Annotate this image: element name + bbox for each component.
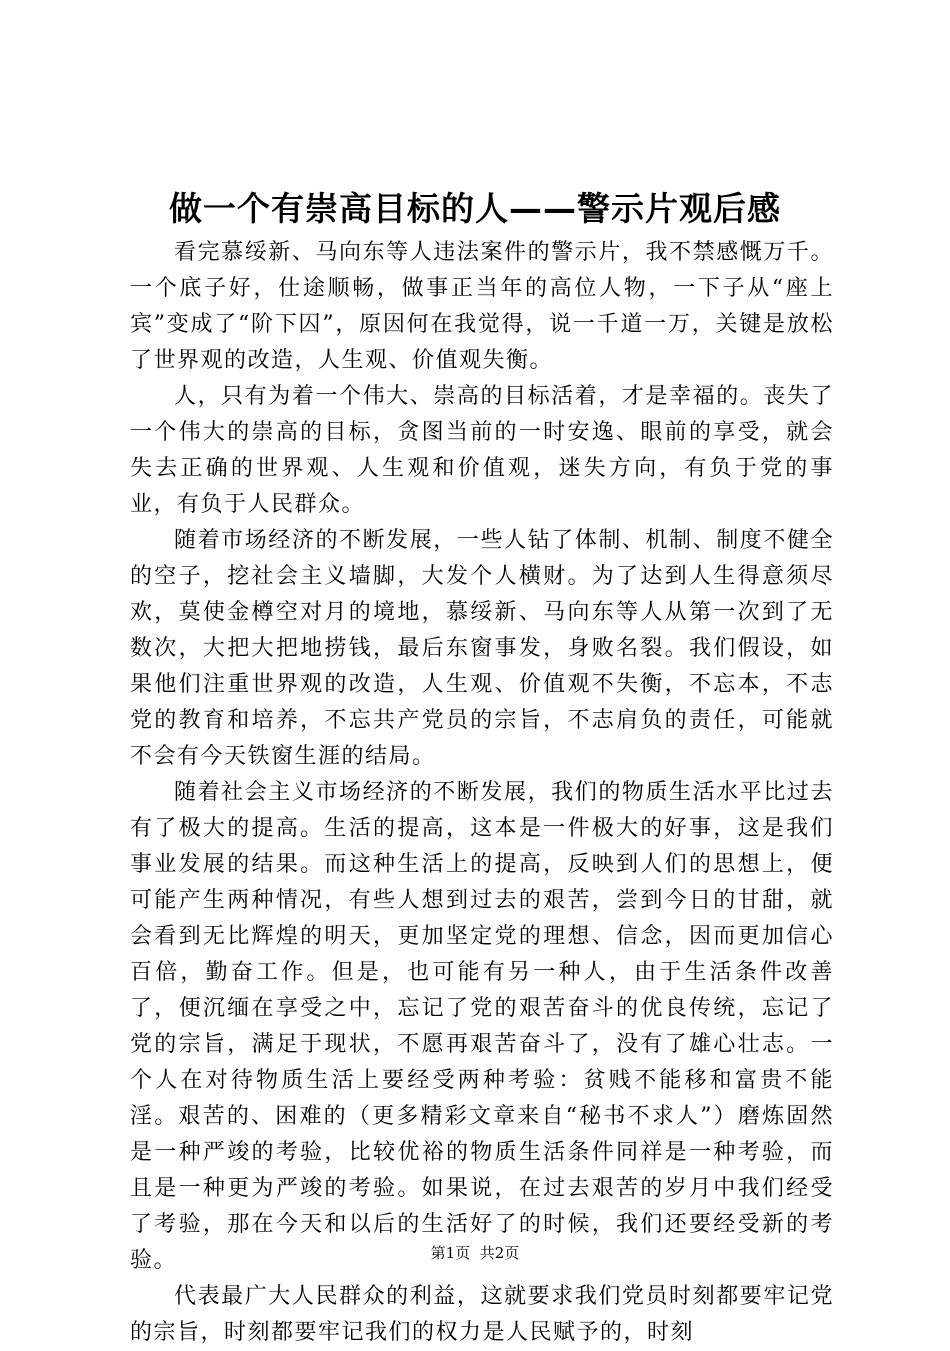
paragraph: 看完慕绥新、马向东等人违法案件的警示片，我不禁感慨万千。一个底子好，仕途顺畅，做事正当年的高位人物，一下子从“座上宾”变成了“阶下囚”，原因何在我觉得，说一千道一万，关键是放松了世界观的改造，人生观、价值观失衡。 (130, 240, 834, 373)
document-title: 做一个有崇高目标的人——警示片观后感 (169, 189, 781, 228)
page-footer (0, 1243, 950, 1263)
paragraph: 人，只有为着一个伟大、崇高的目标活着，才是幸福的。丧失了一个伟大的崇高的目标，贪图当前的一时安逸、眼前的享受，就会失去正确的世界观、人生观和价值观，迷失方向，有负于党的事业，有负于人民群众。 (130, 384, 834, 517)
page-total: 共2页 (479, 1244, 520, 1262)
paragraph: 代表最广大人民群众的利益，这就要求我们党员时刻都要牢记党的宗旨，时刻都要牢记我们的权力是人民赋予的，时刻 (130, 1284, 834, 1345)
paragraph: 随着市场经济的不断发展，一些人钻了体制、机制、制度不健全的空子，挖社会主义墙脚，大发个人横财。为了达到人生得意须尽欢，莫使金樽空对月的境地，慕绥新、马向东等人从第一次到了无数次，大把大把地捞钱，最后东窗事发，身败名裂。我们假设，如果他们注重世界观的改造，人生观、价值观不失衡，不忘本，不志党的教育和培养，不忘共产党员的宗旨，不志肩负的责任，可能就不会有今天铁窗生涯的结局。 (130, 528, 834, 769)
page-number: 第1页 (430, 1244, 471, 1262)
document-body (130, 235, 834, 1351)
paragraph: 随着社会主义市场经济的不断发展，我们的物质生活水平比过去有了极大的提高。生活的提高，这本是一件极大的好事，这是我们事业发展的结果。而这种生活上的提高，反映到人们的思想上，便可能产生两种情况，有些人想到过去的艰苦，尝到今日的甘甜，就会看到无比辉煌的明天，更加坚定党的理想、信念，因而更加信心百倍，勤奋工作。但是，也可能有另一种人，由于生活条件改善了，便沉缅在享受之中，忘记了党的艰苦奋斗的优良传统，忘记了党的宗旨，满足于现状，不愿再艰苦奋斗了，没有了雄心壮志。一个人在对待物质生活上要经受两种考验：贫贱不能移和富贵不能淫。艰苦的、困难的（更多精彩文章来自“秘书不求人”）磨炼固然是一种严竣的考验，比较优裕的物质生活条件同祥是一种考验，而且是一种更为严竣的考验。如果说，在过去艰苦的岁月中我们经受了考验，那在今天和以后的生活好了的时候，我们还要经受新的考验。 (130, 780, 834, 1273)
